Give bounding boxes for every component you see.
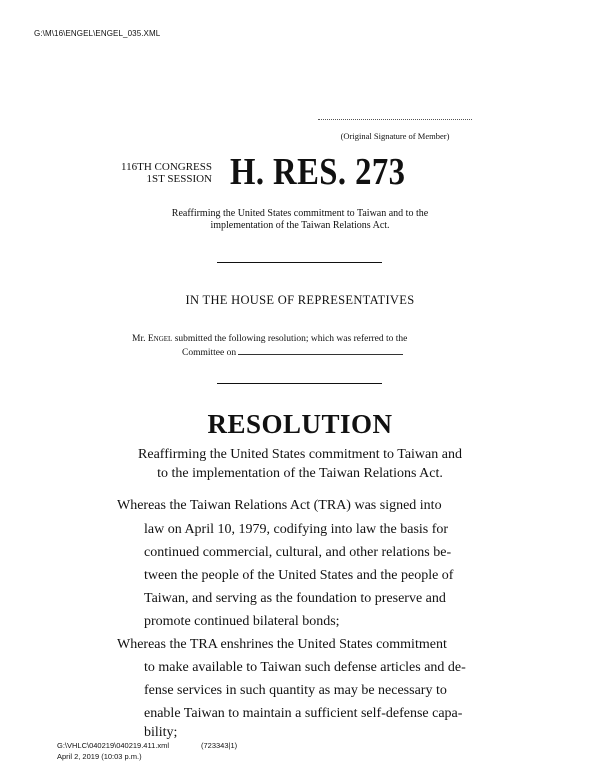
signature-label: (Original Signature of Member): [340, 131, 450, 141]
house-heading: IN THE HOUSE OF REPRESENTATIVES: [185, 293, 415, 307]
footer-file-path: G:\VHLC\040219\040219.411.xml: [57, 741, 170, 750]
bill-number: H. RES. 273: [230, 151, 406, 193]
whereas-line: fense services in such quantity as may be necessary to: [144, 683, 447, 698]
intro-line: [132, 334, 472, 344]
whereas-line: bility;: [144, 725, 178, 740]
short-title: [130, 208, 470, 232]
footer-date: April 2, 2019 (10:03 p.m.): [57, 752, 142, 761]
divider: [217, 383, 382, 384]
congress-session: [110, 161, 212, 185]
whereas-line: enable Taiwan to maintain a sufficient self-defense capa-: [144, 706, 463, 721]
whereas-line: Whereas the TRA enshrines the United States commitment: [117, 637, 447, 652]
intro-mr: Mr.: [132, 334, 146, 344]
whereas-line: continued commercial, cultural, and other relations be-: [144, 545, 452, 560]
signature-line: [318, 119, 472, 120]
whereas-line: tween the people of the United States and the people of: [144, 568, 454, 583]
resolution-heading: RESOLUTION: [207, 409, 393, 439]
session-label: 1ST SESSION: [146, 173, 212, 185]
intro-line-2: [182, 345, 472, 358]
divider: [217, 262, 382, 263]
whereas-line: promote continued bilateral bonds;: [144, 614, 340, 629]
intro-text: submitted the following resolution; which was referred to the: [174, 334, 408, 344]
resolution-title-line: Reaffirming the United States commitment to Taiwan and: [138, 447, 462, 462]
whereas-line: to make available to Taiwan such defense articles and de-: [144, 660, 466, 675]
committee-blank: [238, 345, 403, 355]
whereas-line: Whereas the Taiwan Relations Act (TRA) was signed into: [117, 498, 442, 513]
whereas-line: law on April 10, 1979, codifying into law the basis for: [144, 522, 449, 537]
whereas-line: Taiwan, and serving as the foundation to preserve and: [144, 591, 446, 606]
resolution-title-line: to the implementation of the Taiwan Relations Act.: [157, 466, 443, 481]
member-name: Engel: [147, 334, 173, 344]
short-title-line: Reaffirming the United States commitment to Taiwan and to the: [171, 208, 429, 219]
congress-label: 116TH CONGRESS: [121, 161, 212, 173]
committee-label: Committee on: [182, 348, 237, 358]
footer-code: (723343|1): [201, 741, 238, 750]
short-title-line: implementation of the Taiwan Relations Act.: [210, 220, 390, 231]
file-path: G:\M\16\ENGEL\ENGEL_035.XML: [34, 29, 161, 38]
